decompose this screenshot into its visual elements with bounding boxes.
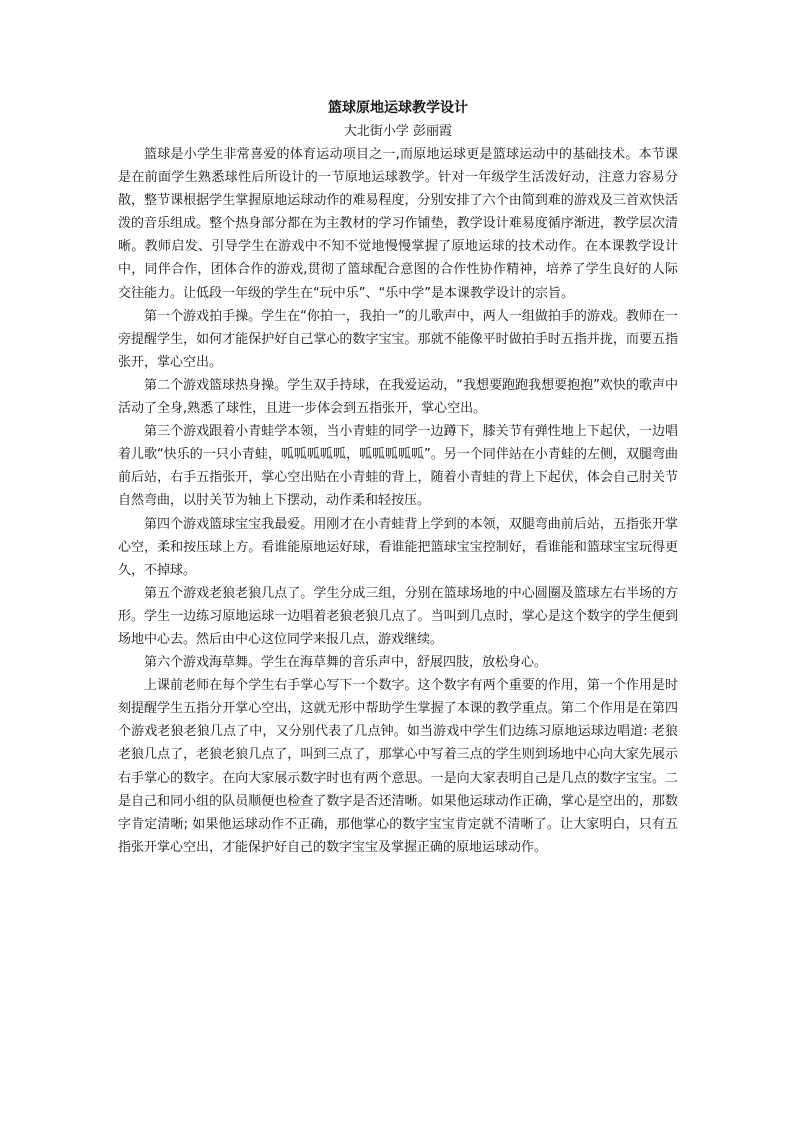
paragraph-game-2: 第二个游戏篮球热身操。学生双手持球，在我爱运动，“我想要跑跑我想要抱抱”欢快的歌声中活动了全身,熟悉了球性，且进一步体会到五指张开，掌心空出。 [118,377,678,417]
paragraph-game-4: 第四个游戏篮球宝宝我最爱。用刚才在小青蛙背上学到的本领，双腿弯曲前后站，五指张开掌心空，柔和按压球上方。看谁能原地运好球，看谁能把篮球宝宝控制好，看谁能和篮球宝宝玩得更久，不掉球。 [118,516,678,578]
paragraph-game-5: 第五个游戏老狼老狼几点了。学生分成三组，分别在篮球场地的中心圆圈及篮球左右半场的方形。学生一边练习原地运球一边唱着老狼老狼几点了。当叫到几点时，掌心是这个数字的学生便到场地中心去。然后由中心这位同学来报几点，游戏继续。 [118,585,678,647]
paragraph-game-3: 第三个游戏跟着小青蛙学本领，当小青蛙的同学一边蹲下，膝关节有弹性地上下起伏，一边唱着儿歌“快乐的一只小青蛙，呱呱呱呱呱，呱呱呱呱呱”。另一个同伴站在小青蛙的左侧，双腿弯曲前后站，右手五指张开，掌心空出贴在小青蛙的背上，随着小青蛙的背上下起伏，体会自己肘关节自然弯曲，以肘关节为轴上下摆动，动作柔和轻按压。 [118,424,678,509]
paragraph-intro: 篮球是小学生非常喜爱的体育运动项目之一,而原地运球更是篮球运动中的基础技术。本节课是在前面学生熟悉球性后所设计的一节原地运球教学。针对一年级学生活泼好动，注意力容易分散，整节课根据学生掌握原地运球动作的难易程度，分别安排了六个由简到难的游戏及三首欢快活泼的音乐组成。整个热身部分都在为主教材的学习作铺垫，教学设计难易度循序渐进，教学层次清晰。教师启发、引导学生在游戏中不知不觉地慢慢掌握了原地运球的技术动作。在本课教学设计中，同伴合作，团体合作的游戏,贯彻了篮球配合意图的合作性协作精神，培养了学生良好的人际交往能力。让低段一年级的学生在“玩中乐”、“乐中学”是本课教学设计的宗旨。 [118,147,678,301]
document-title: 篮球原地运球教学设计 [328,100,468,116]
document-page [118,96,678,859]
paragraph-game-1: 第一个游戏拍手操。学生在“你拍一，我拍一”的儿歌声中，两人一组做拍手的游戏。教师在一旁提醒学生，如何才能保护好自己掌心的数字宝宝。那就不能像平时做拍手时五指并拢，而要五指张开，掌心空出。 [118,308,678,370]
paragraph-game-6: 第六个游戏海草舞。学生在海草舞的音乐声中，舒展四肢，放松身心。 [144,655,548,671]
document-author: 大北街小学 彭丽霞 [343,124,453,139]
paragraph-palm-number: 上课前老师在每个学生右手掌心写下一个数字。这个数字有两个重要的作用，第一个作用是时刻提醒学生五指分开掌心空出，这就无形中帮助学生掌握了本课的教学重点。第二个作用是在第四个游戏老狼老狼几点了中，又分别代表了几点钟。如当游戏中学生们边练习原地运球边唱道: 老狼老狼几点了，老狼老狼几点了，叫到三点了，那掌心中写着三点的学生则到场地中心向大家先展示右手掌心的数字。在向大家展示数字时也有两个意思。一是向大家表明自己是几点的数字宝宝。二是自己和同小组的队员顺便也检查了数字是否还清晰。如果他运球动作正确，掌心是空出的，那数字肯定清晰; 如果他运球动作不正确，那他掌心的数字宝宝肯定就不清晰了。让大家明白，只有五指张开掌心空出，才能保护好自己的数字宝宝及掌握正确的原地运球动作。 [118,678,678,855]
